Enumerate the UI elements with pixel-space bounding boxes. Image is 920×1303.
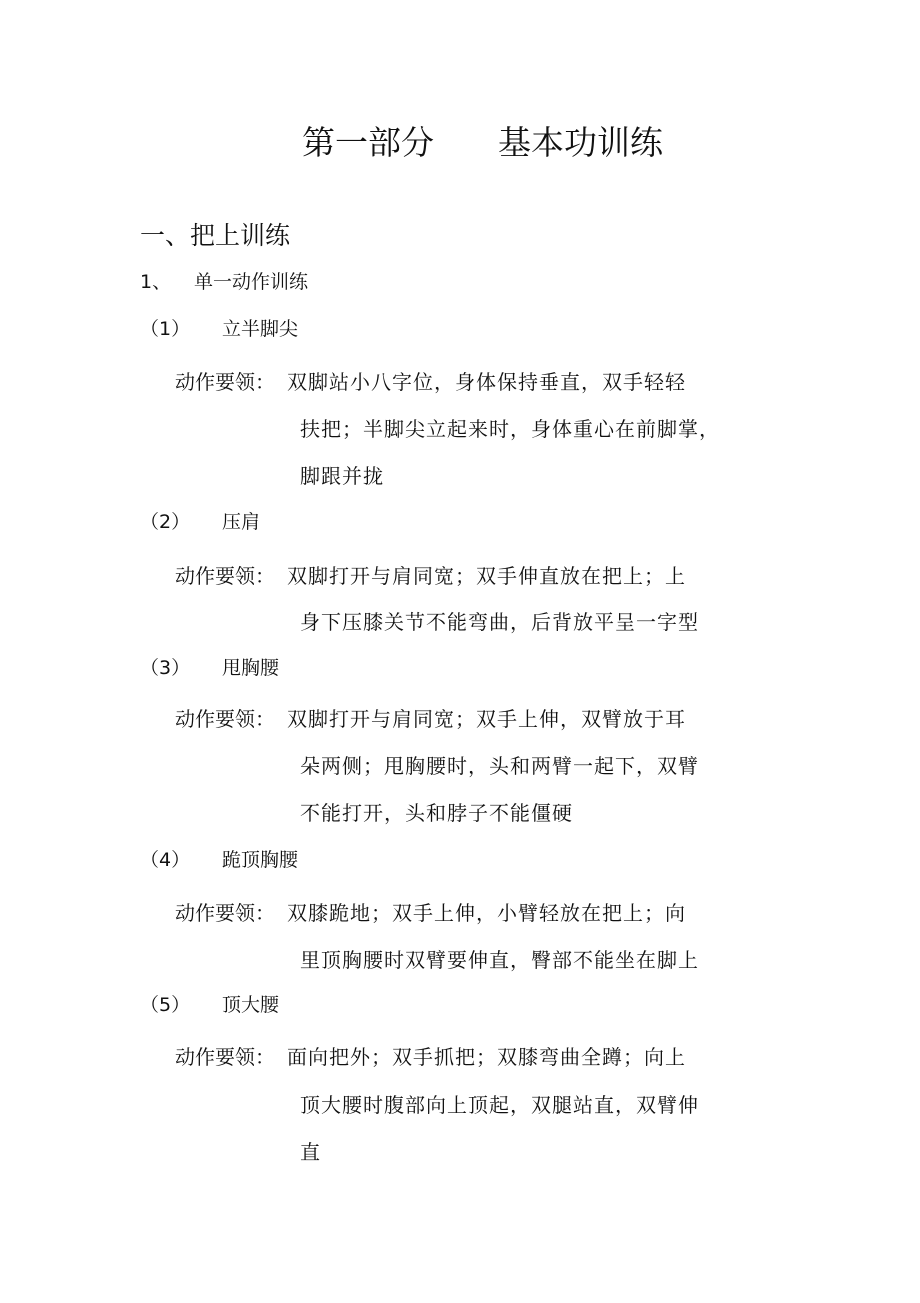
item-text-line: 双脚站小八字位，身体保持垂直，双手轻轻: [287, 370, 686, 394]
item-heading: [140, 511, 261, 533]
item-text-line: 双膝跪地；双手上伸，小臂轻放在把上；向: [287, 901, 686, 925]
title-name: 基本功训练: [498, 123, 663, 162]
item-text-line: 直: [300, 1140, 321, 1164]
item-label: 动作要领：: [175, 370, 275, 394]
item-text-line: 里顶胸腰时双臂要伸直，臀部不能坐在脚上: [300, 948, 699, 972]
subsection-heading: [140, 271, 309, 293]
item-text-line: 双脚打开与肩同宽；双手伸直放在把上；上: [287, 564, 686, 588]
item-text-line: 顶大腰时腹部向上顶起，双腿站直，双臂伸: [300, 1093, 699, 1117]
item-title: 甩胸腰: [222, 657, 280, 679]
item-text-line: 朵两侧；甩胸腰时，头和两臂一起下，双臂: [300, 754, 699, 778]
item-label: 动作要领：: [175, 1045, 275, 1069]
item-text-line: 扶把；半脚尖立起来时，身体重心在前脚掌，: [300, 417, 720, 441]
section-heading: 一、把上训练: [140, 221, 291, 250]
subsection-number: 1、: [140, 271, 172, 293]
page-title: [302, 123, 663, 162]
item-text-line: 面向把外；双手抓把；双膝弯曲全蹲；向上: [287, 1045, 686, 1069]
title-part: 第一部分: [302, 123, 434, 162]
item-title: 压肩: [222, 511, 261, 533]
item-text-line: 不能打开，头和脖子不能僵硬: [300, 801, 573, 825]
item-text-line: 身下压膝关节不能弯曲，后背放平呈一字型: [300, 610, 699, 634]
item-title: 立半脚尖: [222, 318, 299, 340]
item-label: 动作要领：: [175, 564, 275, 588]
item-number: （1）: [140, 318, 191, 340]
item-heading: [140, 657, 280, 679]
item-number: （5）: [140, 994, 191, 1016]
item-label: 动作要领：: [175, 901, 275, 925]
item-title: 顶大腰: [222, 994, 280, 1016]
item-number: （3）: [140, 657, 191, 679]
item-title: 跪顶胸腰: [222, 849, 299, 871]
subsection-title: 单一动作训练: [194, 271, 309, 293]
item-text-line: 脚跟并拢: [300, 464, 384, 488]
item-number: （4）: [140, 849, 191, 871]
item-heading: [140, 994, 280, 1016]
item-heading: [140, 318, 299, 340]
item-number: （2）: [140, 511, 191, 533]
item-label: 动作要领：: [175, 707, 275, 731]
item-heading: [140, 849, 299, 871]
item-text-line: 双脚打开与肩同宽；双手上伸，双臂放于耳: [287, 707, 686, 731]
